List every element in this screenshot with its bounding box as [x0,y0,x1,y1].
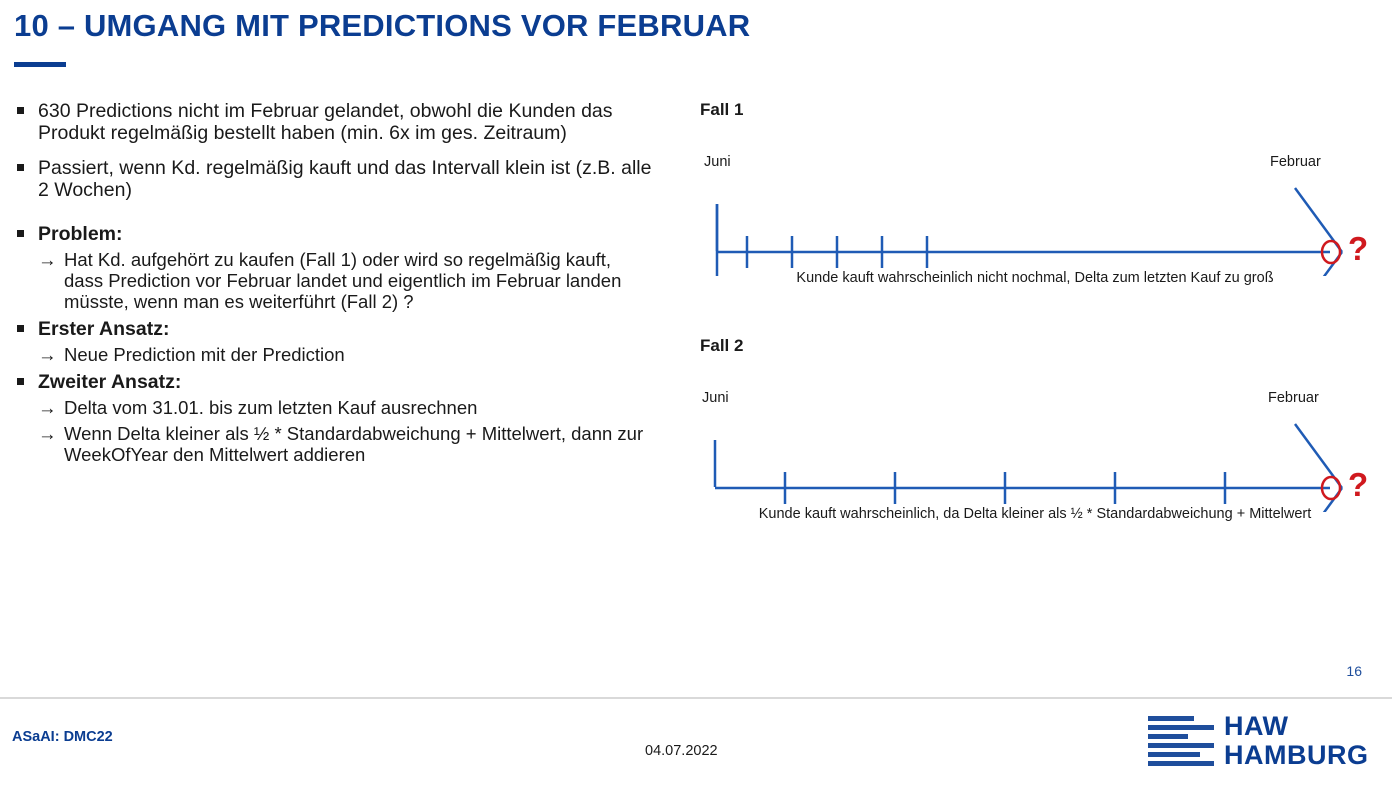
case-1-caption: Kunde kauft wahrscheinlich nicht nochmal, Delta zum letzten Kauf zu groß [796,270,1274,286]
case-1-start-label: Juni [704,154,731,170]
case-1-axis-svg [690,126,1370,276]
case-1-end-label: Februar [1270,154,1321,170]
page-number: 16 [1346,663,1362,679]
case-2-timeline [690,362,1380,512]
arrow-right-icon: → [38,423,57,444]
bullet-text: 630 Predictions nicht im Februar gelandet, obwohl die Kunden das Produkt regelmäßig bestellt haben (min. 6x im ges. Zeitraum) [38,100,613,144]
bullet-square-icon [17,378,24,385]
bullet-square-icon [17,230,24,237]
case-1-label: Fall 1 [700,100,744,119]
arrow-right-icon: → [38,344,57,365]
sub-bullet-item [38,249,654,312]
bullet-text: Passiert, wenn Kd. regelmäßig kauft und das Intervall klein ist (z.B. alle 2 Wochen) [38,157,652,201]
diagram-panel [690,100,1380,522]
sub-bullet-item [38,344,654,365]
bullet-text: Erster Ansatz: [38,318,170,340]
case-1-block [690,100,1380,286]
sub-bullet-item [38,423,654,465]
logo-line-2: HAMBURG [1224,740,1369,770]
bullet-text: Zweiter Ansatz: [38,371,182,393]
case-2-block [690,336,1380,522]
footer-date: 04.07.2022 [645,743,718,759]
bullet-item-erster-ansatz [14,318,654,365]
arrow-right-icon: → [38,249,57,270]
bullet-text: Problem: [38,223,123,245]
case-2-question-mark: ? [1348,466,1369,503]
case-2-caption: Kunde kauft wahrscheinlich, da Delta kleiner als ½ * Standardabweichung + Mittelwert [758,506,1312,522]
content-bullet-list [14,100,654,471]
case-2-axis-svg [690,362,1370,512]
bullet-item-problem [14,223,654,312]
case-2-start-label: Juni [702,390,729,406]
logo-line-1: HAW [1224,711,1289,741]
sub-bullet-text: Neue Prediction mit der Prediction [64,344,345,365]
haw-hamburg-logo [1148,710,1384,772]
arrow-right-icon: → [38,397,57,418]
logo-bars-icon [1148,716,1214,766]
footer-course-label: ASaAI: DMC22 [12,729,113,745]
sub-bullet-text: Hat Kd. aufgehört zu kaufen (Fall 1) oder wird so regelmäßig kauft, dass Prediction vor Februar landet und eigentlich im Februar landen müsste, wenn man es weiterführt (Fall 2) ? [64,249,622,312]
bullet-item-zweiter-ansatz [14,371,654,465]
sub-bullet-text: Delta vom 31.01. bis zum letzten Kauf ausrechnen [64,397,478,418]
case-2-label: Fall 2 [700,336,744,355]
case-2-end-label: Februar [1268,390,1319,406]
sub-bullet-item [38,397,654,418]
footer-divider [0,697,1392,699]
bullet-item [14,157,654,201]
case-1-timeline [690,126,1380,276]
sub-bullet-text: Wenn Delta kleiner als ½ * Standardabweichung + Mittelwert, dann zur WeekOfYear den Mittelwert addieren [64,423,644,465]
page-title: 10 – UMGANG MIT PREDICTIONS VOR FEBRUAR [14,8,751,43]
logo-text [1224,712,1369,770]
case-1-question-mark: ? [1348,230,1369,267]
bullet-item [14,100,654,144]
bullet-square-icon [17,325,24,332]
bullet-square-icon [17,164,24,171]
bullet-square-icon [17,107,24,114]
title-underline-rule [14,62,66,67]
